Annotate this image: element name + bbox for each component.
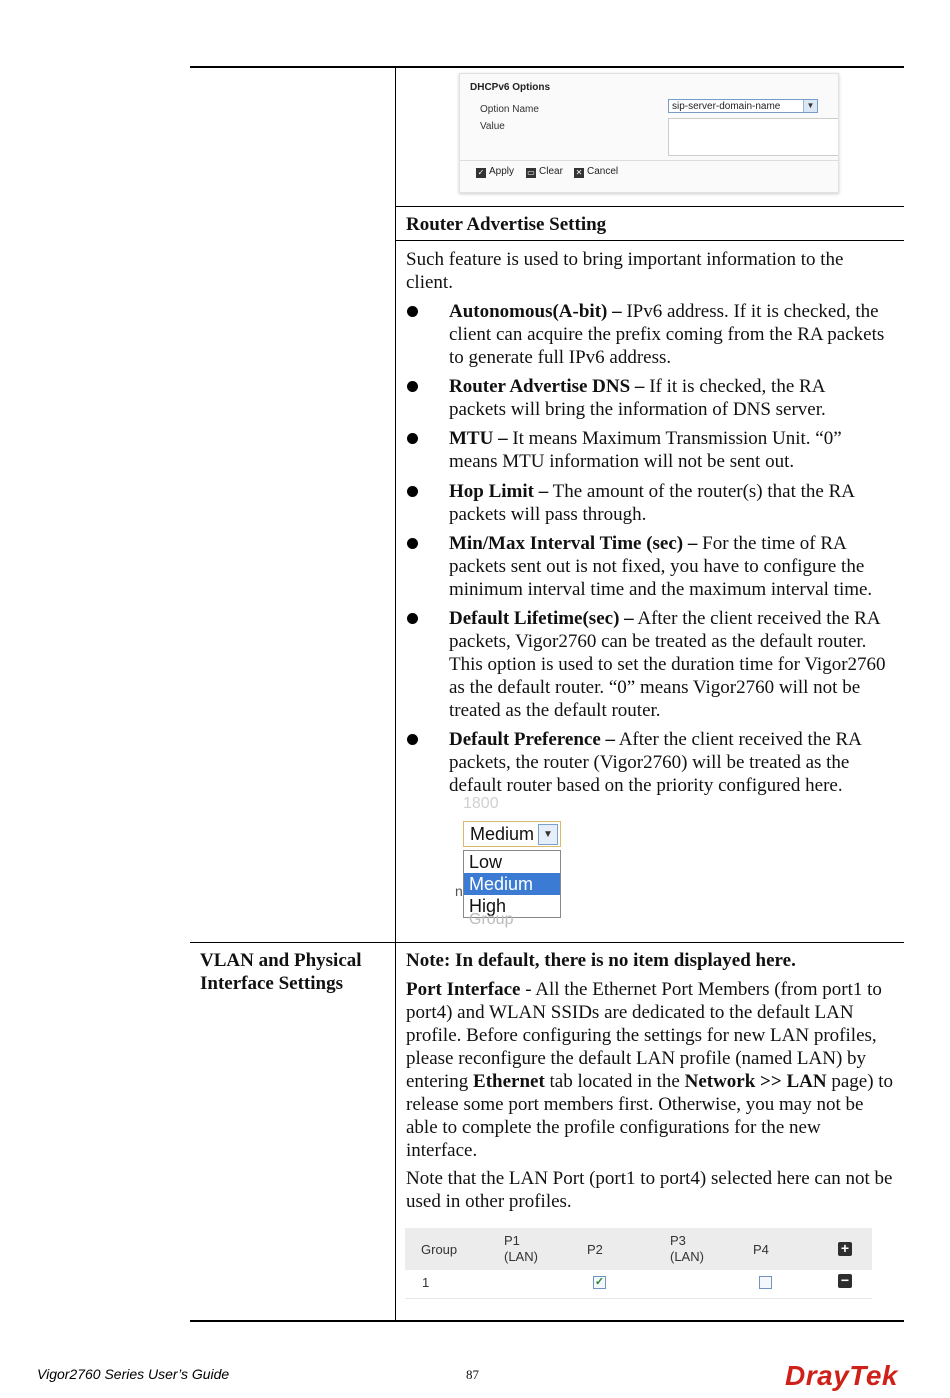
port-interface-term: Port Interface (406, 979, 521, 1000)
table-bottom-border (190, 1320, 904, 1322)
port-interface-paragraph (406, 978, 894, 1162)
clear-label: Clear (539, 166, 563, 177)
item-desc: The amount of the router(s) that the RA packets will pass through. (449, 481, 854, 525)
item-desc: If it is checked, the RA packets will bring the information of DNS server. (449, 376, 826, 420)
item-term: Hop Limit – (449, 481, 549, 502)
header-p4: P4 (753, 1242, 769, 1257)
p2-checkbox[interactable]: ✓ (594, 1276, 605, 1288)
chevron-down-icon[interactable]: ▼ (538, 824, 558, 845)
option-low[interactable]: Low (469, 852, 503, 872)
header-group: Group (421, 1242, 458, 1257)
option-medium[interactable]: Medium (464, 873, 560, 895)
text-run: page) to release some port members first. Otherwise, you may not be able to complete the profile configurations for the new interface. (406, 1071, 894, 1161)
item-desc: For the time of RA packets sent out is not fixed, you have to configure the minimum interval time and the maximum interval time. (449, 533, 873, 600)
item-term: Default Lifetime(sec) – (449, 608, 634, 629)
list-item-default-lifetime (449, 607, 894, 722)
bullet-icon (407, 613, 418, 624)
preference-dropdown-screenshot (455, 797, 570, 927)
close-icon: ✕ (575, 168, 583, 177)
vlan-note: Note: In default, there is no item displayed here. (406, 950, 796, 971)
vlan-row-label: VLAN and Physical Interface Settings (200, 950, 362, 994)
bullet-icon (407, 734, 418, 745)
bullet-icon (407, 381, 418, 392)
list-item-interval-time (449, 532, 899, 601)
header-p2: P2 (587, 1242, 603, 1257)
table-header (405, 1228, 872, 1270)
network-lan-term: Network >> LAN (684, 1071, 827, 1092)
chevron-down-icon[interactable]: ▼ (803, 100, 817, 112)
header-p1: P1 (LAN) (504, 1233, 538, 1264)
text-run: tab located in the (544, 1071, 685, 1092)
button-bar-divider (460, 160, 838, 161)
cancel-label: Cancel (587, 166, 619, 177)
item-term: Default Preference – (449, 729, 615, 750)
cancel-button[interactable] (574, 166, 618, 178)
router-advertise-heading: Router Advertise Setting (406, 214, 607, 235)
item-term: Min/Max Interval Time (sec) – (449, 533, 698, 554)
preference-selected: Medium (470, 824, 535, 844)
bullet-icon (407, 433, 418, 444)
row-divider (395, 206, 904, 207)
item-desc: After the client received the RA packets, Vigor2760 can be treated as the default router. This option is used to set the duration time for Vigor2760 as the default router. “0” means Vigor2760 will not be treated as the default router. (449, 608, 886, 721)
value-label: Value (480, 121, 505, 132)
bullet-icon (407, 538, 418, 549)
item-term: MTU – (449, 428, 508, 449)
row-divider (190, 942, 904, 943)
ghost-text: 1800 (463, 795, 499, 812)
row-group: 1 (422, 1275, 430, 1290)
option-name-select[interactable] (668, 99, 818, 113)
list-item-hop-limit (449, 480, 889, 526)
p4-checkbox[interactable] (759, 1276, 772, 1289)
value-textarea[interactable] (668, 118, 838, 156)
lan-port-note: Note that the LAN Port (port1 to port4) selected here can not be used in other profiles. (406, 1168, 893, 1212)
option-high[interactable]: High (469, 896, 507, 916)
table-top-border (190, 66, 904, 68)
option-name-label: Option Name (480, 104, 539, 115)
list-item-autonomous (449, 300, 899, 369)
item-desc: It means Maximum Transmission Unit. “0” means MTU information will not be sent out. (449, 428, 842, 472)
ethernet-term: Ethernet (473, 1071, 545, 1092)
clear-button[interactable] (526, 166, 563, 178)
item-desc: IPv6 address. If it is checked, the client can acquire the prefix coming from the RA packets to generate full IPv6 address. (449, 301, 885, 368)
clear-icon: ▭ (527, 168, 535, 177)
row-divider (395, 240, 904, 241)
apply-button[interactable] (476, 166, 514, 178)
table-row (405, 1270, 872, 1299)
ghost-text: n (455, 883, 463, 899)
item-term: Autonomous(A-bit) – (449, 301, 622, 322)
list-item-ra-dns (449, 375, 869, 421)
table-column-divider (395, 66, 396, 1322)
item-desc: After the client received the RA packets, the router (Vigor2760) will be treated as the default router based on the priority configured here. (449, 729, 861, 796)
option-name-value: sip-server-domain-name (672, 101, 781, 112)
vlan-table-screenshot (405, 1222, 872, 1307)
header-p3: P3 (LAN) (670, 1233, 704, 1264)
item-term: Router Advertise DNS – (449, 376, 645, 397)
preference-options-list (463, 850, 561, 918)
list-item-default-preference (449, 728, 894, 797)
bullet-icon (407, 486, 418, 497)
list-item-mtu (449, 427, 879, 473)
page-number: 87 (466, 1367, 479, 1382)
apply-label: Apply (489, 166, 515, 177)
router-advertise-intro: Such feature is used to bring important information to the client. (406, 249, 844, 293)
add-icon[interactable]: + (838, 1242, 852, 1256)
dhcpv6-options-screenshot (459, 73, 839, 193)
bullet-icon (407, 306, 418, 317)
preference-select[interactable] (463, 821, 561, 847)
text-run: - All the Ethernet Port Members (from port1 to port4) and WLAN SSIDs are dedicated to the default LAN profile. Before configuring the settings for new LAN profiles, please reconfigure the default LAN profile (named LAN) by entering (406, 979, 882, 1092)
draytek-logo: DrayTek (785, 1360, 898, 1391)
ghost-text: Group (469, 911, 514, 928)
check-icon: ✓ (477, 168, 485, 177)
dhcpv6-title: DHCPv6 Options (470, 82, 551, 93)
footer-guide-title: Vigor2760 Series User’s Guide (37, 1366, 230, 1382)
remove-icon[interactable]: − (838, 1274, 852, 1288)
